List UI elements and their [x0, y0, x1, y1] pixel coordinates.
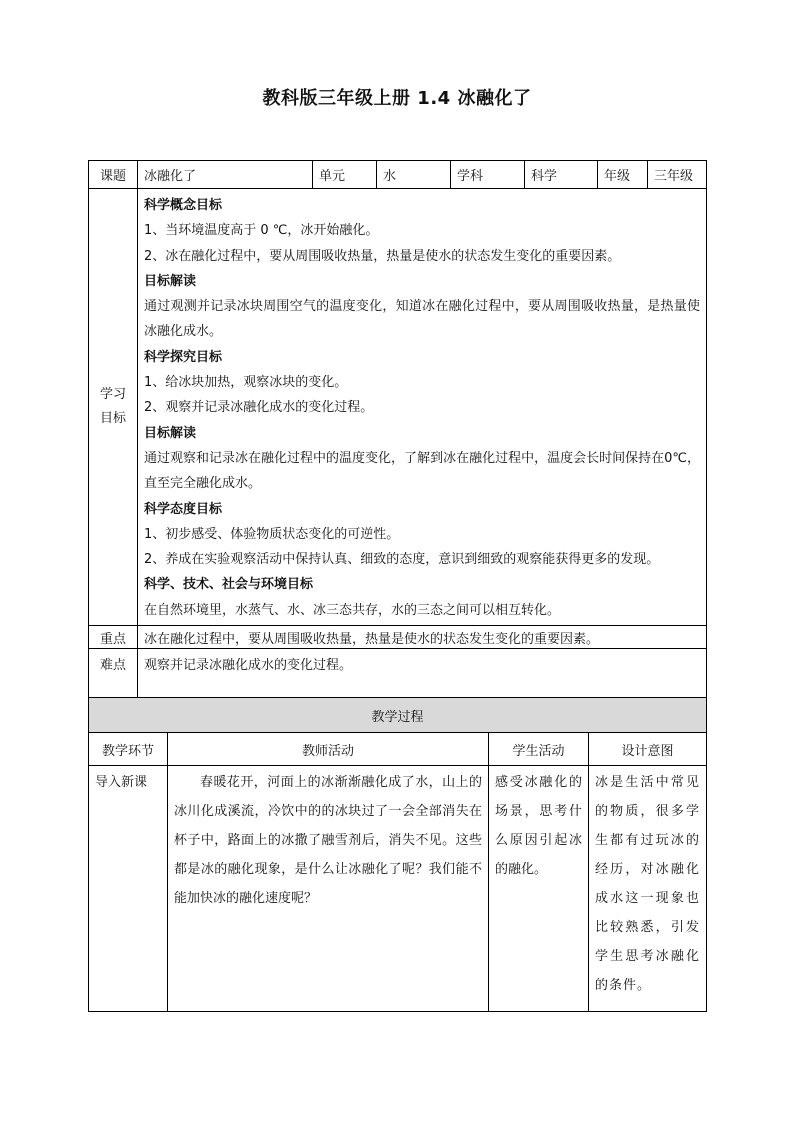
inquiry-goal-2: 2、观察并记录冰融化成水的变化过程。: [144, 400, 374, 416]
interpretation-text-2: 通过观察和记录冰在融化过程中的温度变化，了解到冰在融化过程中，温度会长时间保持在0℃，直至完全融化成水。: [144, 450, 700, 492]
key-point-row: [89, 626, 707, 649]
goals-label-line-2: 目标: [99, 411, 126, 427]
attitude-goal-1: 1、初步感受、体验物质状态变化的可逆性。: [144, 526, 400, 542]
attitude-goal-heading: 科学态度目标: [144, 501, 223, 517]
unit-value: 水: [377, 161, 451, 189]
goals-row: [89, 189, 707, 626]
interpretation-heading-2: 目标解读: [144, 425, 197, 441]
column-design: 设计意图: [589, 733, 707, 766]
subject-label: 学科: [451, 161, 525, 189]
inquiry-goal-1: 1、给冰块加热，观察冰块的变化。: [144, 375, 348, 391]
goals-content: [138, 189, 707, 626]
document-title: 教科版三年级上册 1.4 冰融化了: [262, 88, 532, 109]
process-columns-row: [89, 733, 707, 766]
teacher-activity-cell: 春暖花开，河面上的冰渐渐融化成了水，山上的冰川化成溪流，冷饮中的的冰块过了一会全部消失在杯子中，路面上的冰撒了融雪剂后，消失不见。这些都是冰的融化现象，是什么让冰融化了呢？我们能不能加快冰的融化速度呢？: [168, 766, 489, 1012]
grade-value: 三年级: [648, 161, 707, 189]
column-stage: 教学环节: [89, 733, 168, 766]
interpretation-heading-1: 目标解读: [144, 273, 197, 289]
goals-label-line-1: 学习: [99, 387, 126, 403]
grade-label: 年级: [598, 161, 648, 189]
subject-value: 科学: [525, 161, 598, 189]
stage-cell: 导入新课: [89, 766, 168, 1012]
sts-goal-text: 在自然环境里，水蒸气、水、冰三态共存，水的三态之间可以相互转化。: [144, 602, 561, 618]
lesson-info-table: [88, 160, 707, 704]
process-header-row: [89, 698, 707, 733]
column-teacher: 教师活动: [168, 733, 489, 766]
topic-value: 冰融化了: [138, 161, 313, 189]
concept-goal-2: 2、冰在融化过程中，要从周围吸收热量，热量是使水的状态发生变化的重要因素。: [144, 248, 621, 264]
inquiry-goal-heading: 科学探究目标: [144, 349, 223, 365]
process-header: 教学过程: [89, 698, 707, 733]
design-intent-cell: 冰是生活中常见的物质，很多学生都有过玩冰的经历，对冰融化成水这一现象也比较熟悉，引发学生思考冰融化的条件。: [589, 766, 707, 1012]
difficulty-label: 难点: [89, 649, 138, 704]
process-row-intro: [89, 766, 707, 1012]
topic-label: 课题: [89, 161, 138, 189]
difficulty-text: 观察并记录冰融化成水的变化过程。: [138, 649, 707, 704]
student-activity-cell: 感受冰融化的场景，思考什么原因引起冰的融化。: [489, 766, 589, 1012]
goals-label: [89, 189, 138, 626]
key-point-label: 重点: [89, 626, 138, 649]
sts-goal-heading: 科学、技术、社会与环境目标: [144, 577, 314, 593]
concept-goal-1: 1、当环境温度高于 0 ℃，冰开始融化。: [144, 223, 379, 239]
interpretation-text-1: 通过观测并记录冰块周围空气的温度变化，知道冰在融化过程中，要从周围吸收热量，是热量使冰融化成水。: [144, 299, 700, 340]
teaching-process-table: [88, 697, 707, 1012]
column-student: 学生活动: [489, 733, 589, 766]
key-point-text: 冰在融化过程中，要从周围吸收热量，热量是使水的状态发生变化的重要因素。: [138, 626, 707, 649]
difficulty-row: [89, 649, 707, 704]
info-row: [89, 161, 707, 189]
attitude-goal-2: 2、养成在实验观察活动中保持认真、细致的态度，意识到细致的观察能获得更多的发现。: [144, 552, 660, 568]
unit-label: 单元: [313, 161, 377, 189]
concept-goal-heading: 科学概念目标: [144, 198, 223, 213]
